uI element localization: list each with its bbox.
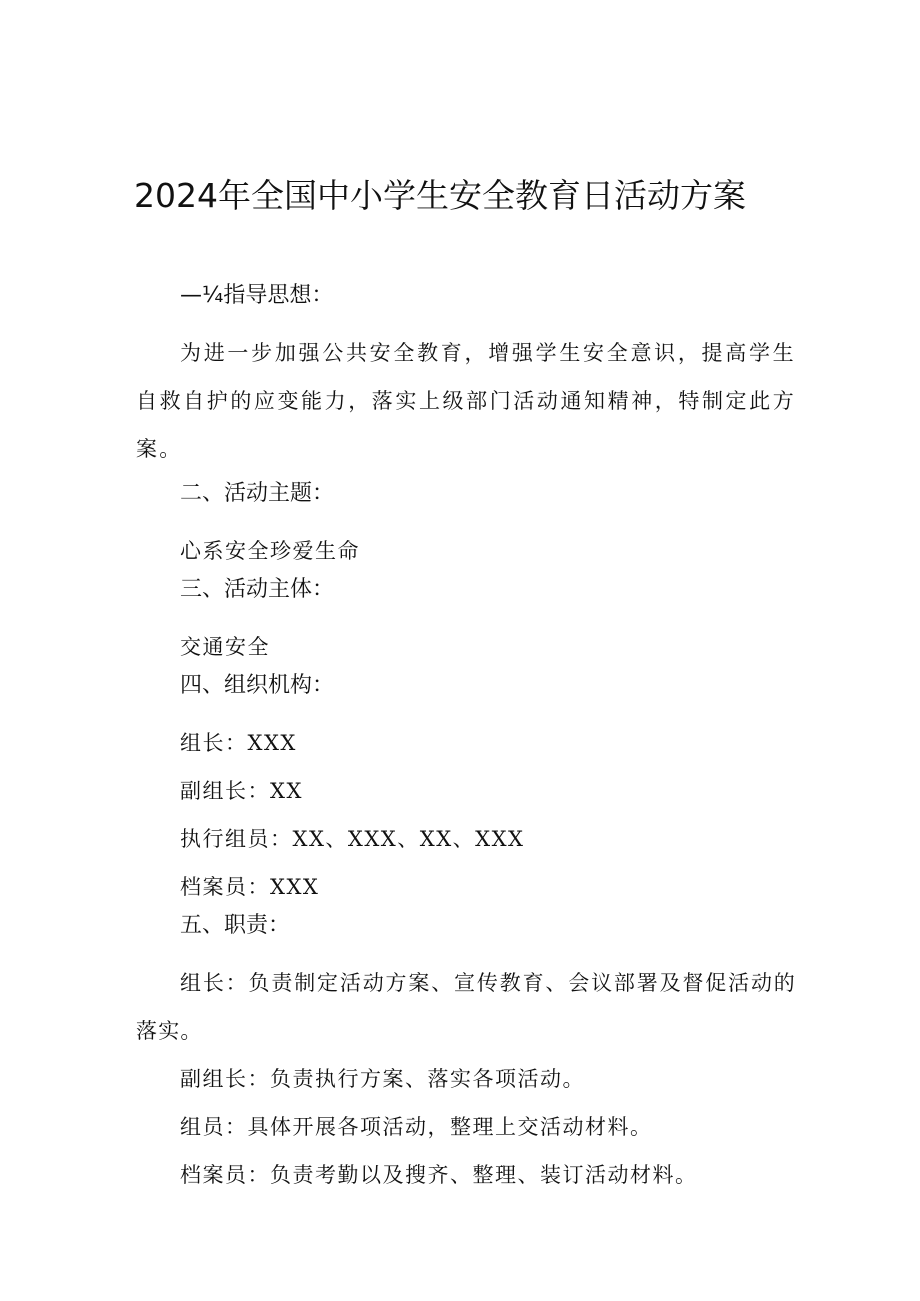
section-organization [136,671,796,911]
section-guiding-ideology [136,281,796,473]
section-text: 心系安全珍爱生命 [180,539,360,563]
duty-line-deputy-leader: 副组长：负责执行方案、落实各项活动。 [180,1067,585,1091]
duty-line-members: 组员：具体开展各项活动，整理上交活动材料。 [180,1115,653,1139]
document-body [136,281,796,1199]
org-line-deputy-leader: 副组长：XX [180,779,303,803]
section-activity-subject [136,575,796,671]
section-paragraph: 为进一步加强公共安全教育，增强学生安全意识，提高学生自救自护的应变能力，落实上级部门活动通知精神，特制定此方案。 [136,341,796,461]
section-heading: 五、职责： [180,913,291,938]
document-title: 2024年全国中小学生安全教育日活动方案 [134,176,746,215]
section-duties [136,911,796,1199]
section-heading: 四、组织机构： [180,673,335,698]
duty-line-archivist: 档案员：负责考勤以及搜齐、整理、装订活动材料。 [180,1163,698,1187]
section-text: 交通安全 [180,635,270,659]
section-activity-theme [136,479,796,575]
duty-paragraph-leader: 组长：负责制定活动方案、宣传教育、会议部署及督促活动的落实。 [136,971,796,1043]
section-heading: —¼指导思想： [180,283,334,308]
org-line-members: 执行组员：XX、XXX、XX、XXX [180,827,525,851]
org-line-archivist: 档案员：XXX [180,875,320,899]
section-heading: 三、活动主体： [180,577,335,602]
org-line-leader: 组长：XXX [180,731,297,755]
section-heading: 二、活动主题： [180,481,335,506]
